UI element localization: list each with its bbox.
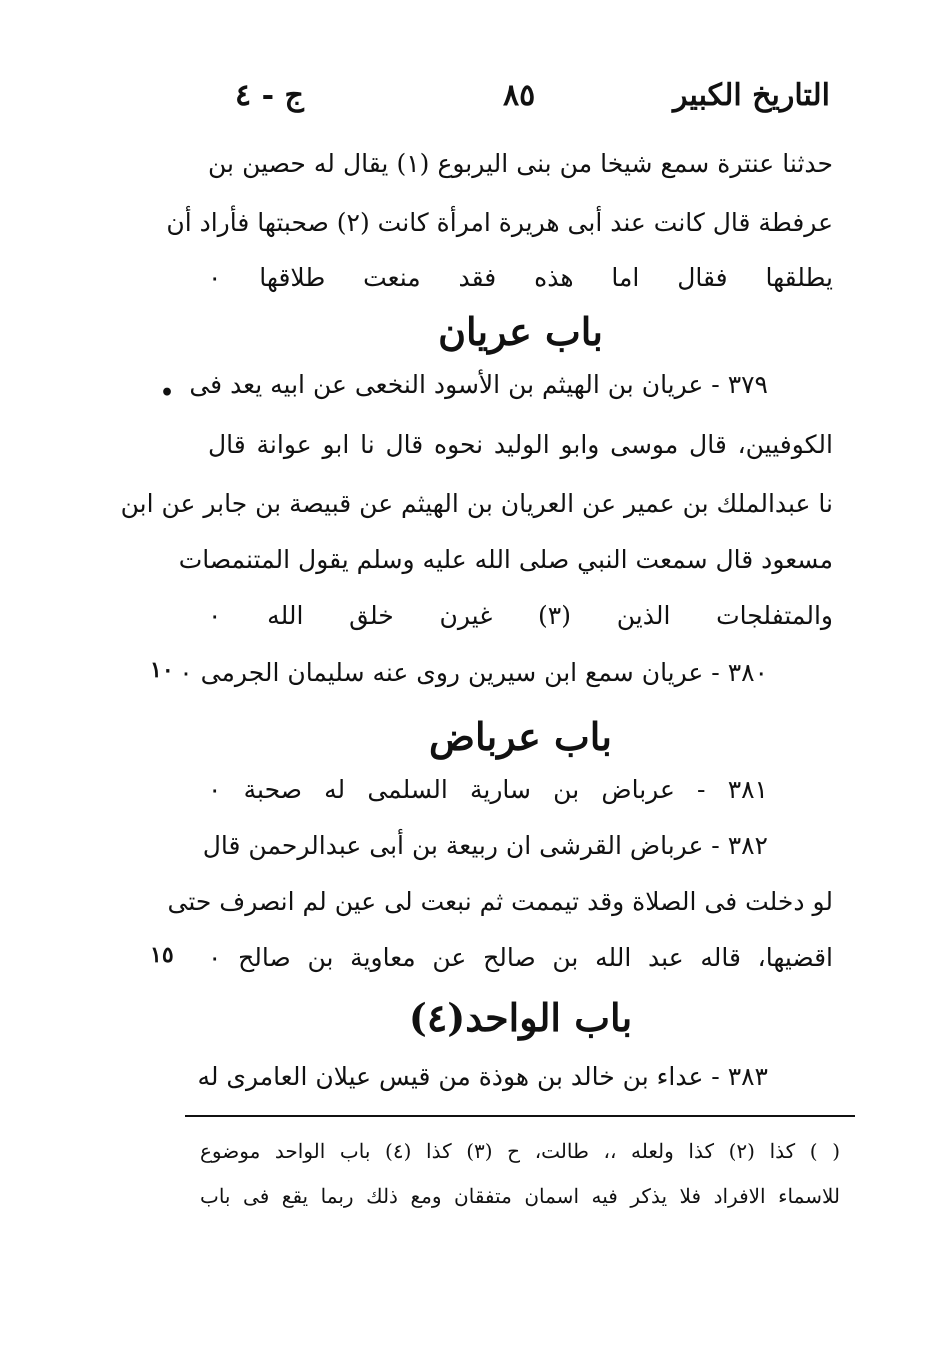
footnote-line: ( ) كذا (٢) كذا ولعله ،، طالت، ح (٣) كذا (٤) باب الواحد موضوع bbox=[200, 1139, 841, 1163]
entry-379-line: والمتفلجات الذين (٣) غيرن خلق الله ٠ bbox=[208, 601, 833, 630]
entry-382-line: ٣٨٢ - عرباض القرشى ان ربيعة بن أبى عبدالرحمن قال bbox=[202, 831, 768, 860]
entry-379-line: الكوفيين، قال موسى وابو الوليد نحوه قال نا ابو عوانة قال bbox=[208, 430, 833, 459]
volume-label: ج - ٤ bbox=[235, 78, 304, 113]
entry-379-line: ٣٧٩ - عريان بن الهيثم بن الأسود النخعى عن ابيه يعد فى bbox=[189, 370, 768, 399]
margin-dot: • bbox=[160, 380, 175, 406]
text-line: عرفطة قال كانت عند أبى هريرة امرأة كانت (٢) صحبتها فأراد أن bbox=[166, 208, 833, 237]
footnote-line: للاسماء الافراد فلا يذكر فيه اسمان متفقان ومع ذلك ربما يقع فى باب bbox=[200, 1184, 840, 1208]
entry-379-line: مسعود قال سمعت النبي صلى الله عليه وسلم يقول المتنمصات bbox=[178, 545, 833, 574]
footnote-divider bbox=[185, 1115, 855, 1117]
entry-383: ٣٨٣ - عداء بن خالد بن هوذة من قيس عيلان العامرى له bbox=[197, 1062, 768, 1091]
page-header bbox=[215, 78, 830, 128]
entry-380: ٣٨٠ - عريان سمع ابن سيرين روى عنه سليمان الجرمى ٠ bbox=[179, 658, 768, 687]
book-title: التاريخ الكبير bbox=[672, 78, 830, 113]
entry-381: ٣٨١ - عرباض بن سارية السلمى له صحبة ٠ bbox=[208, 775, 768, 804]
section-heading-uryan: باب عريان bbox=[438, 309, 603, 354]
entry-382-line: اقضيها، قاله عبد الله بن صالح عن معاوية بن صالح ٠ bbox=[208, 943, 833, 972]
text-line: حدثنا عنترة سمع شيخا من بنى اليربوع (١) يقال له حصين بن bbox=[208, 149, 833, 178]
section-heading-irbad: باب عرباض bbox=[429, 714, 612, 759]
entry-379-line: نا عبدالملك بن عمير عن العريان بن الهيثم عن قبيصة بن جابر عن ابن bbox=[120, 489, 833, 518]
section-heading-wahid: باب الواحد(٤) bbox=[408, 995, 633, 1040]
page-number: ٨٥ bbox=[503, 78, 536, 113]
text-line: يطلقها فقال اما هذه فقد منعت طلاقها ٠ bbox=[208, 263, 833, 292]
entry-382-line: لو دخلت فى الصلاة وقد تيممت ثم نبعت لى عين لم انصرف حتى bbox=[167, 887, 833, 916]
margin-line-number-10: ١٠ bbox=[150, 657, 174, 683]
margin-line-number-15: ١٥ bbox=[150, 942, 174, 968]
